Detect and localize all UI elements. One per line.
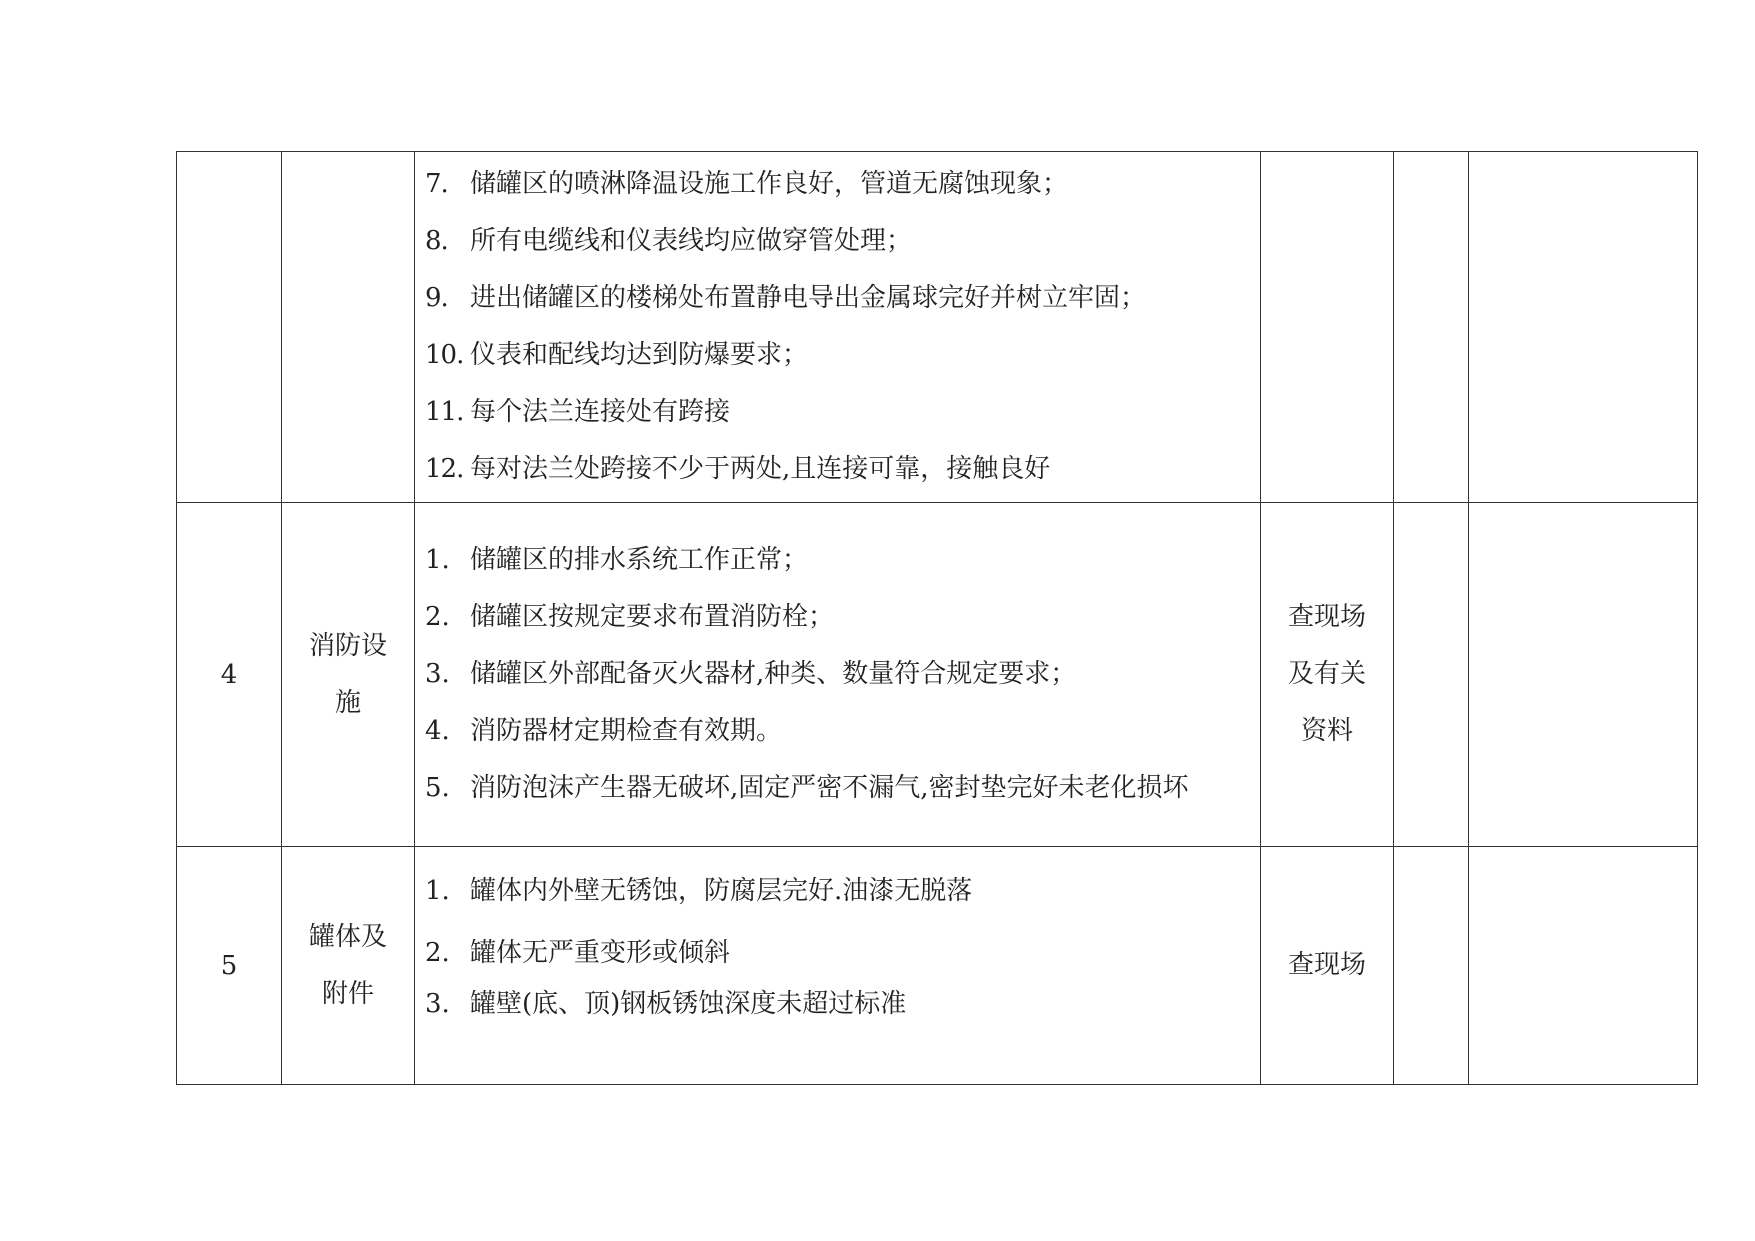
method-cell: 查现场及有关资料	[1261, 503, 1394, 847]
content-cell	[415, 152, 1261, 503]
number-cell	[177, 152, 282, 503]
list-item: 12. 每对法兰处跨接不少于两处,且连接可靠，接触良好	[425, 454, 1051, 484]
method-cell: 查现场	[1261, 847, 1394, 1085]
list-item: 2. 罐体无严重变形或倾斜	[425, 938, 731, 968]
list-item: 11. 每个法兰连接处有跨接	[425, 397, 731, 427]
remark-cell	[1469, 503, 1698, 847]
requirement-list	[415, 528, 1260, 821]
remark-cell	[1469, 152, 1698, 503]
inspection-table	[176, 151, 1698, 1085]
result-cell	[1394, 503, 1469, 847]
table-row	[177, 152, 1698, 503]
requirement-list	[415, 851, 1260, 1080]
list-item: 5. 消防泡沫产生器无破坏,固定严密不漏气,密封垫完好未老化损坏	[425, 773, 1189, 803]
requirement-list	[415, 152, 1260, 502]
list-item: 8. 所有电缆线和仪表线均应做穿管处理；	[425, 226, 913, 256]
table-row	[177, 847, 1698, 1085]
result-cell	[1394, 152, 1469, 503]
content-cell	[415, 503, 1261, 847]
list-item: 7. 储罐区的喷淋降温设施工作良好，管道无腐蚀现象；	[425, 169, 1069, 199]
number-cell: 4	[177, 503, 282, 847]
list-item: 1. 储罐区的排水系统工作正常；	[425, 545, 809, 575]
list-item: 9. 进出储罐区的楼梯处布置静电导出金属球完好并树立牢固；	[425, 283, 1147, 313]
method-cell	[1261, 152, 1394, 503]
result-cell	[1394, 847, 1469, 1085]
list-item: 1. 罐体内外壁无锈蚀，防腐层完好.油漆无脱落	[425, 876, 973, 906]
table-row	[177, 503, 1698, 847]
remark-cell	[1469, 847, 1698, 1085]
list-item: 4. 消防器材定期检查有效期。	[425, 716, 783, 746]
list-item: 2. 储罐区按规定要求布置消防栓；	[425, 602, 835, 632]
list-item: 3. 储罐区外部配备灭火器材,种类、数量符合规定要求；	[425, 659, 1077, 689]
list-item: 10. 仪表和配线均达到防爆要求；	[425, 340, 809, 370]
number-cell: 5	[177, 847, 282, 1085]
content-cell	[415, 847, 1261, 1085]
item-cell: 消防设施	[282, 503, 415, 847]
item-cell: 罐体及附件	[282, 847, 415, 1085]
list-item: 3. 罐壁(底、顶)钢板锈蚀深度未超过标准	[425, 989, 907, 1019]
item-cell	[282, 152, 415, 503]
